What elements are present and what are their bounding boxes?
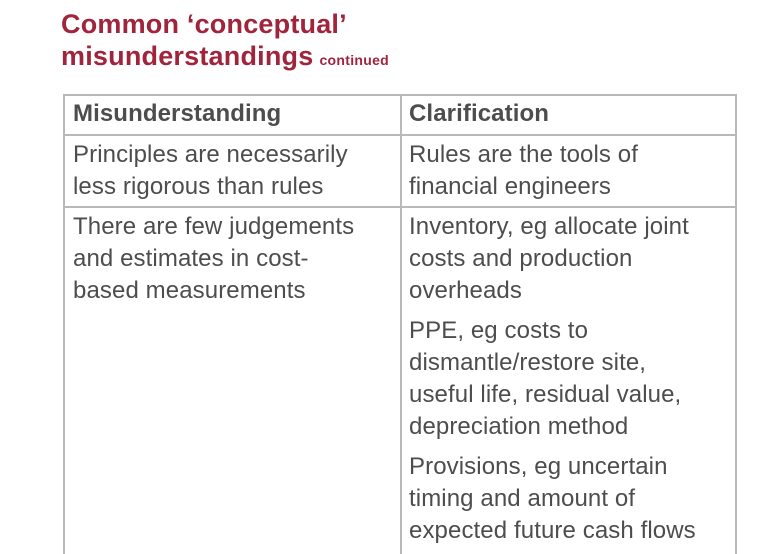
text-line: Provisions, eg uncertain [409, 453, 668, 480]
title-subtitle: continued [319, 52, 390, 68]
slide-title [61, 8, 761, 76]
text-line: overheads [409, 277, 522, 304]
clarification-table [63, 94, 737, 554]
title-line-2 [61, 40, 761, 76]
text-line: Rules are the tools of [409, 141, 638, 168]
text-line: timing and amount of [409, 485, 636, 512]
text-line: Inventory, eg allocate joint [409, 213, 689, 240]
row-1-misunderstanding [73, 139, 348, 203]
text-line: depreciation method [409, 413, 629, 440]
text-line: dismantle/restore site, [409, 349, 647, 376]
clarification-inventory [409, 211, 689, 307]
header-clarification: Clarification [409, 100, 549, 127]
header-row-divider [65, 134, 735, 136]
text-line: and estimates in cost- [73, 245, 309, 272]
clarification-provisions [409, 451, 696, 547]
text-line: less rigorous than rules [73, 173, 324, 200]
text-line: expected future cash flows [409, 517, 696, 544]
text-line: useful life, residual value, [409, 381, 682, 408]
text-line: PPE, eg costs to [409, 317, 589, 344]
row-1-divider [65, 206, 735, 208]
text-line: based measurements [73, 277, 306, 304]
text-line: Principles are necessarily [73, 141, 348, 168]
column-divider [400, 96, 402, 554]
text-line: costs and production [409, 245, 633, 272]
title-main-text: misunderstandings [61, 41, 314, 71]
title-line-1: Common ‘conceptual’ [61, 9, 347, 39]
row-2-misunderstanding [73, 211, 354, 307]
row-1-clarification [409, 139, 638, 203]
text-line: financial engineers [409, 173, 612, 200]
clarification-ppe [409, 315, 681, 443]
header-misunderstanding: Misunderstanding [73, 100, 282, 127]
text-line: There are few judgements [73, 213, 355, 240]
